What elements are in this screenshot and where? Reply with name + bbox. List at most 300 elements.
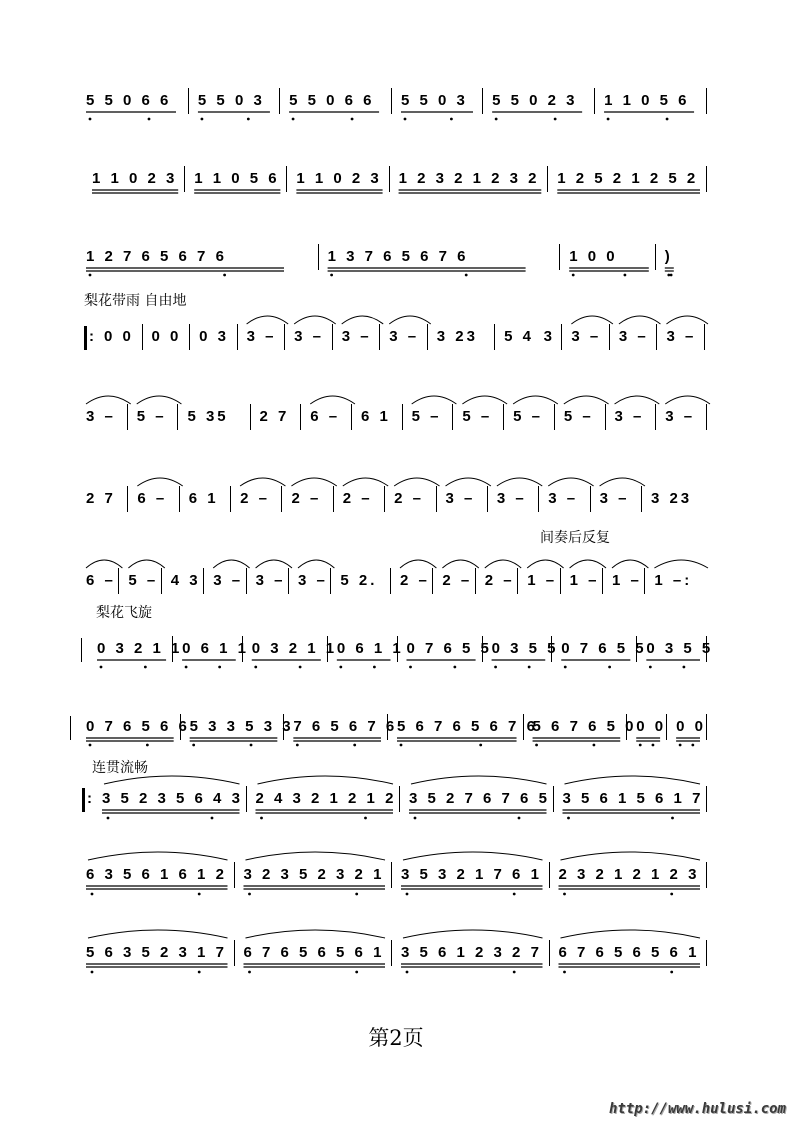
bar-line xyxy=(250,404,251,430)
measure-notes: 2 7 xyxy=(259,408,290,425)
bar-line xyxy=(391,862,392,888)
measure-notes: 0 3 5 5 xyxy=(491,640,559,657)
bar-line xyxy=(538,486,539,512)
slur-arc xyxy=(561,852,701,860)
bar-line xyxy=(189,324,190,350)
bar-line xyxy=(706,636,707,662)
repeat-start-bar xyxy=(82,788,85,812)
measure-notes: ) xyxy=(664,248,673,265)
measure-notes: 6 1 xyxy=(360,408,391,425)
measure-notes: 0 0 xyxy=(636,718,667,735)
bar-line xyxy=(636,636,637,662)
measure-notes: 5 – xyxy=(128,572,159,589)
octave-dot xyxy=(652,744,655,747)
octave-dot xyxy=(185,666,188,669)
slur-arc xyxy=(615,396,660,404)
octave-dot xyxy=(639,744,642,747)
bar-line xyxy=(203,568,204,594)
slur-arc xyxy=(291,478,336,486)
bar-line xyxy=(179,486,180,512)
octave-dot xyxy=(513,971,516,974)
measure-notes: 3 – xyxy=(86,408,116,425)
bar-line xyxy=(452,404,453,430)
slur-arc xyxy=(403,930,543,938)
bar-line xyxy=(81,638,82,662)
measure-notes: 5 5 0 6 6 xyxy=(86,92,172,109)
measure-notes: 3 23 xyxy=(650,490,693,507)
slur-arc xyxy=(213,560,249,568)
bar-line xyxy=(641,486,642,512)
measure-notes: 5 6 7 6 5 0 xyxy=(532,718,637,735)
measure-notes: 2 – xyxy=(484,572,515,589)
octave-dot xyxy=(296,744,299,747)
bar-line xyxy=(487,486,488,512)
slur-arc xyxy=(400,560,436,568)
bar-line xyxy=(177,404,178,430)
measure-notes: 6 7 6 5 6 5 6 1 xyxy=(243,944,385,961)
bar-line xyxy=(332,324,333,350)
interlude-label: 间奏后反复 xyxy=(540,530,610,546)
slur-arc xyxy=(246,930,386,938)
octave-dot xyxy=(260,817,263,820)
octave-dot xyxy=(624,274,627,277)
octave-dot xyxy=(608,666,611,669)
bar-line xyxy=(283,714,284,740)
bar-line xyxy=(547,166,548,192)
slur-arc xyxy=(548,478,593,486)
bar-line xyxy=(602,568,603,594)
octave-dot xyxy=(465,274,468,277)
measure-notes: 3 – xyxy=(599,490,630,507)
slur-arc xyxy=(137,478,182,486)
measure-notes: 3 – xyxy=(294,328,324,345)
bar-line xyxy=(300,404,301,430)
octave-dot xyxy=(563,893,566,896)
measure-notes: 5 5 0 3 xyxy=(401,92,468,109)
octave-dot xyxy=(91,971,94,974)
slur-arc xyxy=(446,478,491,486)
bar-line xyxy=(118,568,119,594)
bar-line xyxy=(475,568,476,594)
measure-notes: 1 2 3 2 1 2 3 2 xyxy=(398,170,540,187)
measure-notes: 6 3 5 6 1 6 1 2 xyxy=(86,866,227,883)
bar-line xyxy=(284,324,285,350)
slur-arc xyxy=(571,316,613,324)
slur-arc xyxy=(342,316,384,324)
measure-notes: 5 5 0 6 6 xyxy=(289,92,375,109)
octave-dot xyxy=(607,118,610,121)
bar-line xyxy=(384,486,385,512)
measure-notes: 5 – xyxy=(411,408,442,425)
slur-arc xyxy=(389,316,431,324)
octave-dot xyxy=(218,666,221,669)
measure-notes: 0 7 6 5 6 6 xyxy=(86,718,190,735)
measure-notes: 5 5 0 3 xyxy=(197,92,265,109)
slur-arc xyxy=(137,396,182,404)
measure-notes: 5 3 3 5 3 3 xyxy=(189,718,294,735)
measure-notes: 3 – xyxy=(665,408,696,425)
bar-line xyxy=(427,324,428,350)
bar-line xyxy=(70,716,71,740)
octave-dot xyxy=(292,118,295,121)
page-number: 第2页 xyxy=(368,1026,424,1050)
bar-line xyxy=(605,404,606,430)
bar-line xyxy=(246,568,247,594)
bar-line xyxy=(279,88,280,114)
measure-notes: 3 5 6 1 5 6 1 7 xyxy=(562,790,704,807)
bar-line xyxy=(561,324,562,350)
octave-dot xyxy=(89,118,92,121)
slur-arc xyxy=(310,396,355,404)
octave-dot xyxy=(404,118,407,121)
slur-arc xyxy=(570,560,606,568)
measure-notes: 1 – xyxy=(527,572,558,589)
measure-notes: 0 0 xyxy=(676,718,706,735)
slur-arc xyxy=(86,560,122,568)
measure-notes: 5 5 0 2 3 xyxy=(492,92,578,109)
repeat-colon: : xyxy=(89,328,97,345)
octave-dot xyxy=(192,744,195,747)
bar-line xyxy=(626,714,627,740)
bar-line xyxy=(553,786,554,812)
section-label-2: 梨花飞旋 xyxy=(96,605,152,621)
slur-arc xyxy=(561,930,701,938)
octave-dot xyxy=(247,118,250,121)
bar-line xyxy=(666,714,667,740)
measure-notes: 1 2 5 2 1 2 5 2 xyxy=(557,170,699,187)
measure-notes: 2 7 xyxy=(86,490,116,507)
measure-notes: 1 1 0 5 6 xyxy=(604,92,690,109)
bar-line xyxy=(184,166,185,192)
octave-dot xyxy=(563,971,566,974)
slur-arc xyxy=(403,852,543,860)
measure-notes: 1 0 0 xyxy=(569,248,618,265)
bar-line xyxy=(549,862,550,888)
bar-line xyxy=(432,568,433,594)
measure-notes: 3 23 xyxy=(436,328,478,345)
measure-notes: 3 – xyxy=(298,572,328,589)
bar-line xyxy=(286,166,287,192)
bar-line xyxy=(706,714,707,740)
bar-line xyxy=(230,486,231,512)
octave-dot xyxy=(670,893,673,896)
octave-dot xyxy=(211,817,214,820)
octave-dot xyxy=(495,118,498,121)
measure-notes: 5 6 7 6 5 6 7 6 xyxy=(397,718,538,735)
octave-dot xyxy=(355,971,358,974)
bar-line xyxy=(142,324,143,350)
octave-dot xyxy=(254,666,257,669)
measure-notes: 0 0 xyxy=(151,328,182,345)
measure-notes: 1 2 7 6 5 6 7 6 xyxy=(86,248,227,265)
watermark-url: http://www.hulusi.com xyxy=(608,1101,786,1117)
octave-dot xyxy=(567,817,570,820)
measure-notes: 1 1 0 5 6 xyxy=(194,170,280,187)
measure-notes: 3 5 6 1 2 3 2 7 xyxy=(401,944,542,961)
bar-line xyxy=(242,636,243,662)
slur-arc xyxy=(240,478,285,486)
bar-line xyxy=(387,714,388,740)
octave-dot xyxy=(409,666,412,669)
bar-line xyxy=(172,636,173,662)
bar-line xyxy=(288,568,289,594)
measure-notes: 1 3 7 6 5 6 7 6 xyxy=(327,248,469,265)
measure-notes: 4 3 xyxy=(170,572,201,589)
measure-notes: 3 – xyxy=(341,328,372,345)
slur-arc xyxy=(411,776,547,784)
slur-arc xyxy=(485,560,521,568)
bar-line xyxy=(234,862,235,888)
octave-dot xyxy=(364,817,367,820)
bar-line xyxy=(281,486,282,512)
octave-dot xyxy=(518,817,521,820)
measure-notes: 6 1 xyxy=(188,490,219,507)
slur-arc xyxy=(513,396,558,404)
bar-line xyxy=(402,404,403,430)
bar-line xyxy=(318,244,319,270)
octave-dot xyxy=(330,274,333,277)
octave-dot xyxy=(691,744,694,747)
octave-dot xyxy=(89,744,92,747)
section-label-1: 梨花带雨 自由地 xyxy=(84,293,187,309)
measure-notes: 0 3 5 5 xyxy=(646,640,714,657)
slur-arc xyxy=(298,560,334,568)
octave-dot xyxy=(453,666,456,669)
slur-arc xyxy=(666,316,708,324)
bar-line xyxy=(706,404,707,430)
measure-notes: 0 3 2 1 1 xyxy=(251,640,338,657)
bar-line xyxy=(560,568,561,594)
slur-arc xyxy=(527,560,563,568)
octave-dot xyxy=(554,118,557,121)
slur-arc xyxy=(88,852,228,860)
measure-notes: 5 – xyxy=(513,408,543,425)
octave-dot xyxy=(671,817,674,820)
octave-dot xyxy=(248,971,251,974)
octave-dot xyxy=(670,274,673,277)
slur-arc xyxy=(247,316,289,324)
measure-notes: 0 3 xyxy=(199,328,229,345)
measure-notes: 3 xyxy=(543,328,555,345)
bar-line xyxy=(351,404,352,430)
measure-notes: 0 7 6 5 5 xyxy=(561,640,647,657)
octave-dot xyxy=(683,666,686,669)
octave-dot xyxy=(201,118,204,121)
slur-arc xyxy=(612,560,648,568)
measure-notes: 1 – xyxy=(612,572,642,589)
slur-arc xyxy=(128,560,164,568)
measure-notes: 5 35 xyxy=(187,408,229,425)
bar-line xyxy=(656,324,657,350)
measure-notes: 3 – xyxy=(571,328,602,345)
octave-dot xyxy=(513,893,516,896)
octave-dot xyxy=(450,118,453,121)
bar-line xyxy=(590,486,591,512)
octave-dot xyxy=(670,971,673,974)
octave-dot xyxy=(373,666,376,669)
bar-line xyxy=(234,940,235,966)
bar-line xyxy=(494,324,495,350)
slur-arc xyxy=(497,478,542,486)
bar-line xyxy=(327,636,328,662)
bar-line xyxy=(389,166,390,192)
measure-notes: 5 2. xyxy=(340,572,378,589)
octave-dot xyxy=(107,817,110,820)
octave-dot xyxy=(593,744,596,747)
measure-notes: 2 – xyxy=(291,490,322,507)
measure-notes: 5 – xyxy=(563,408,594,425)
octave-dot xyxy=(355,893,358,896)
octave-dot xyxy=(198,971,201,974)
slur-arc xyxy=(462,396,507,404)
slur-arc xyxy=(619,316,661,324)
measure-notes: 5 – xyxy=(136,408,167,425)
slur-arc xyxy=(600,478,645,486)
measure-notes: 0 6 1 1 xyxy=(182,640,249,657)
measure-notes: 6 7 6 5 6 5 6 1 xyxy=(558,944,700,961)
measure-notes: 2 3 2 1 2 1 2 3 xyxy=(558,866,700,883)
bar-line xyxy=(390,568,391,594)
bar-line xyxy=(188,88,189,114)
octave-dot xyxy=(146,744,149,747)
measure-notes: 3 – xyxy=(496,490,527,507)
bar-line xyxy=(127,404,128,430)
slur-arc xyxy=(412,396,457,404)
octave-dot xyxy=(649,666,652,669)
octave-dot xyxy=(299,666,302,669)
measure-notes: 2 – xyxy=(442,572,473,589)
measure-notes: 3 – xyxy=(618,328,649,345)
octave-dot xyxy=(148,118,151,121)
measure-notes: 3 – xyxy=(666,328,697,345)
measure-notes: 0 3 2 1 1 xyxy=(97,640,183,657)
measure-notes: 3 – xyxy=(213,572,244,589)
bar-line xyxy=(523,714,524,740)
measure-notes: 0 6 1 1 xyxy=(336,640,404,657)
measure-notes: 5 4 xyxy=(504,328,534,345)
bar-line xyxy=(246,786,247,812)
octave-dot xyxy=(223,274,226,277)
octave-dot xyxy=(494,666,497,669)
measure-notes: 3 – xyxy=(445,490,476,507)
bar-line xyxy=(655,244,656,270)
bar-line xyxy=(482,88,483,114)
bar-line xyxy=(161,568,162,594)
bar-line xyxy=(391,940,392,966)
measure-notes: 2 – xyxy=(394,490,425,507)
bar-line xyxy=(706,786,707,812)
bar-line xyxy=(554,404,555,430)
bar-line xyxy=(706,88,707,114)
octave-dot xyxy=(406,893,409,896)
slur-arc xyxy=(442,560,478,568)
bar-line xyxy=(180,714,181,740)
bar-line xyxy=(379,324,380,350)
octave-dot xyxy=(198,893,201,896)
slur-arc xyxy=(565,776,701,784)
measure-notes: 0 0 xyxy=(104,328,134,345)
measure-notes: 6 – xyxy=(310,408,341,425)
octave-dot xyxy=(353,744,356,747)
bar-line xyxy=(503,404,504,430)
bar-line xyxy=(559,244,560,270)
measure-notes: 3 – xyxy=(548,490,579,507)
bar-line xyxy=(397,636,398,662)
octave-dot xyxy=(351,118,354,121)
octave-dot xyxy=(666,118,669,121)
slur-arc xyxy=(343,478,388,486)
slur-arc xyxy=(654,560,708,568)
measure-notes: 3 – xyxy=(246,328,277,345)
bar-line xyxy=(704,324,705,350)
octave-dot xyxy=(564,666,567,669)
repeat-colon: : xyxy=(87,790,95,807)
measure-notes: 0 7 6 5 5 xyxy=(406,640,492,657)
measure-notes: 1 – xyxy=(569,572,600,589)
bar-line xyxy=(609,324,610,350)
octave-dot xyxy=(144,666,147,669)
measure-notes: 2 – xyxy=(240,490,270,507)
octave-dot xyxy=(479,744,482,747)
measure-notes: 2 – xyxy=(342,490,373,507)
measure-notes: 1 –: xyxy=(654,572,693,589)
octave-dot xyxy=(528,666,531,669)
bar-line xyxy=(391,88,392,114)
repeat-start-bar xyxy=(84,326,87,350)
bar-line xyxy=(436,486,437,512)
slur-arc xyxy=(256,560,292,568)
octave-dot xyxy=(248,893,251,896)
slur-arc xyxy=(665,396,710,404)
bar-line xyxy=(706,862,707,888)
octave-dot xyxy=(414,817,417,820)
measure-notes: 2 – xyxy=(400,572,430,589)
octave-dot xyxy=(339,666,342,669)
bar-line xyxy=(482,636,483,662)
octave-dot xyxy=(679,744,682,747)
measure-notes: 3 2 3 5 2 3 2 1 xyxy=(243,866,385,883)
octave-dot xyxy=(572,274,575,277)
measure-notes: 3 5 2 7 6 7 6 5 xyxy=(409,790,550,807)
measure-notes: 3 5 2 3 5 6 4 3 xyxy=(102,790,243,807)
bar-line xyxy=(127,486,128,512)
measure-notes: 5 – xyxy=(462,408,493,425)
measure-notes: 6 – xyxy=(86,572,116,589)
measure-notes: 2 4 3 2 1 2 1 2 xyxy=(255,790,397,807)
octave-dot xyxy=(89,274,92,277)
bar-line xyxy=(706,940,707,966)
slur-arc xyxy=(86,396,131,404)
slur-arc xyxy=(258,776,394,784)
octave-dot xyxy=(400,744,403,747)
octave-dot xyxy=(250,744,253,747)
bar-line xyxy=(644,568,645,594)
bar-line xyxy=(594,88,595,114)
slur-arc xyxy=(104,776,240,784)
measure-notes: 3 – xyxy=(389,328,420,345)
bar-line xyxy=(551,636,552,662)
bar-line xyxy=(237,324,238,350)
measure-notes: 1 1 0 2 3 xyxy=(296,170,382,187)
octave-dot xyxy=(535,744,538,747)
octave-dot xyxy=(91,893,94,896)
bar-line xyxy=(549,940,550,966)
measure-notes: 6 – xyxy=(137,490,168,507)
measure-notes: 3 – xyxy=(614,408,645,425)
bar-line xyxy=(330,568,331,594)
measure-notes: 7 6 5 6 7 6 xyxy=(293,718,398,735)
bar-line xyxy=(399,786,400,812)
